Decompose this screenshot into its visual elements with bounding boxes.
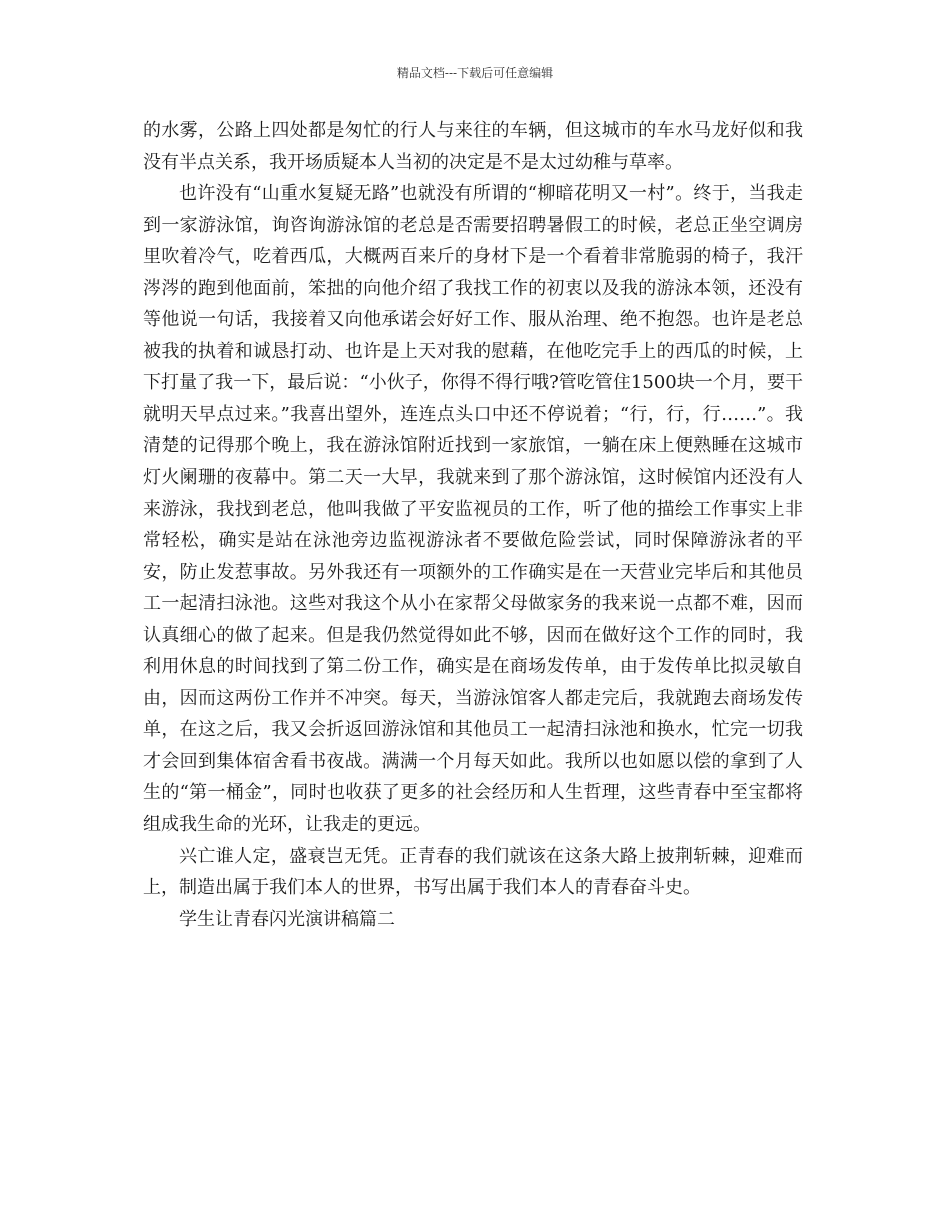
paragraph-main-story: 也许没有“山重水复疑无路”也就没有所谓的“柳暗花明又一村”。终于，当我走到一家游泳馆，询咨询游泳馆的老总是否需要招聘暑假工的时候，老总正坐空调房里吹着冷气，吃着西瓜，大概两百来斤的身材下是一个看着非常脆弱的椅子，我汗涔涔的跑到他面前，笨拙的向他介绍了我找工作的初衷以及我的游泳本领，还没有等他说一句话，我接着又向他承诺会好好工作、服从治理、绝不抱怨。也许是老总被我的执着和诚恳打动、也许是上天对我的慰藉，在他吃完手上的西瓜的时候，上下打量了我一下，最后说：“小伙子，你得不得行哦?管吃管住1500块一个月，要干就明天早点过来。”我喜出望外，连连点头口中还不停说着；“行，行，行……”。我清楚的记得那个晚上，我在游泳馆附近找到一家旅馆，一躺在床上便熟睡在这城市灯火阑珊的夜幕中。第二天一大早，我就来到了那个游泳馆，这时候馆内还没有人来游泳，我找到老总，他叫我做了平安监视员的工作，听了他的描绘工作事实上非常轻松，确实是站在泳池旁边监视游泳者不要做危险尝试，同时保障游泳者的平安，防止发惹事故。另外我还有一项额外的工作确实是在一天营业完毕后和其他员工一起清扫泳池。这些对我这个从小在家帮父母做家务的我来说一点都不难，因而认真细心的做了起来。但是我仍然觉得如此不够，因而在做好这个工作的同时，我利用休息的时间找到了第二份工作，确实是在商场发传单，由于发传单比拟灵敏自由，因而这两份工作并不冲突。每天，当游泳馆客人都走完后，我就跑去商场发传单，在这之后，我又会折返回游泳馆和其他员工一起清扫泳池和换水，忙完一切我才会回到集体宿舍看书夜战。满满一个月每天如此。我所以也如愿以偿的拿到了人生的“第一桶金”，同时也收获了更多的社会经历和人生哲理，这些青春中至宝都将组成我生命的光环，让我走的更远。 [143, 183, 803, 836]
page-header: 精品文档---下载后可任意编辑 [396, 66, 554, 80]
paragraph-continuation: 的水雾，公路上四处都是匆忙的行人与来往的车辆，但这城市的车水马龙好似和我没有半点关系，我开场质疑本人当初的决定是不是太过幼稚与草率。 [143, 120, 803, 173]
section-title: 学生让青春闪光演讲稿篇二 [179, 908, 395, 930]
paragraph-conclusion: 兴亡谁人定，盛衰岂无凭。正青春的我们就该在这条大路上披荆斩棘，迎难而上，制造出属于我们本人的世界，书写出属于我们本人的青春奋斗史。 [143, 845, 803, 899]
document-body [143, 115, 803, 935]
